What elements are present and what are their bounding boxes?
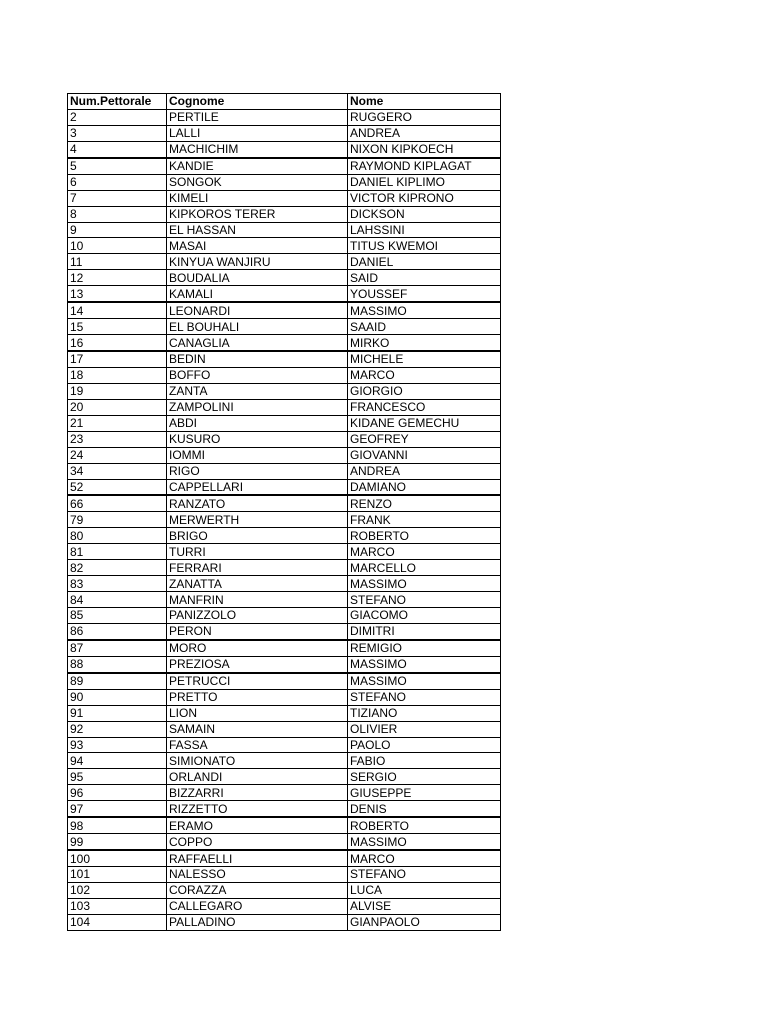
- cell-bib-number: 82: [68, 560, 167, 576]
- table-row: [68, 238, 501, 254]
- cell-bib-number: 88: [68, 656, 167, 672]
- cell-surname: FASSA: [167, 737, 348, 753]
- cell-surname: SAMAIN: [167, 721, 348, 737]
- cell-first-name: MARCO: [348, 850, 501, 866]
- cell-surname: MASAI: [167, 238, 348, 254]
- table-row: [68, 544, 501, 560]
- cell-bib-number: 2: [68, 109, 167, 125]
- cell-surname: CAPPELLARI: [167, 479, 348, 495]
- table-row: [68, 286, 501, 302]
- cell-bib-number: 17: [68, 351, 167, 367]
- cell-first-name: GIORGIO: [348, 383, 501, 399]
- table-row: [68, 222, 501, 238]
- table-row: [68, 673, 501, 689]
- cell-surname: KUSURO: [167, 431, 348, 447]
- cell-surname: ZAMPOLINI: [167, 399, 348, 415]
- cell-bib-number: 100: [68, 850, 167, 866]
- cell-first-name: MASSIMO: [348, 673, 501, 689]
- cell-first-name: TIZIANO: [348, 705, 501, 721]
- cell-surname: BRIGO: [167, 528, 348, 544]
- cell-surname: MERWERTH: [167, 512, 348, 528]
- cell-bib-number: 14: [68, 302, 167, 318]
- cell-surname: ERAMO: [167, 817, 348, 833]
- table-row: [68, 270, 501, 286]
- table-row: [68, 769, 501, 785]
- cell-first-name: MICHELE: [348, 351, 501, 367]
- cell-bib-number: 15: [68, 319, 167, 335]
- table-row: [68, 737, 501, 753]
- cell-first-name: RAYMOND KIPLAGAT: [348, 158, 501, 174]
- cell-surname: SONGOK: [167, 174, 348, 190]
- table-row: [68, 834, 501, 850]
- table-row: [68, 640, 501, 656]
- cell-first-name: DANIEL KIPLIMO: [348, 174, 501, 190]
- cell-surname: FERRARI: [167, 560, 348, 576]
- cell-bib-number: 4: [68, 141, 167, 157]
- cell-first-name: RENZO: [348, 495, 501, 511]
- cell-first-name: NIXON KIPKOECH: [348, 141, 501, 157]
- cell-bib-number: 34: [68, 463, 167, 479]
- cell-bib-number: 52: [68, 479, 167, 495]
- cell-surname: MACHICHIM: [167, 141, 348, 157]
- table-row: [68, 415, 501, 431]
- table-header-row: [68, 94, 501, 110]
- table-row: [68, 319, 501, 335]
- cell-surname: COPPO: [167, 834, 348, 850]
- table-row: [68, 399, 501, 415]
- cell-first-name: GIUSEPPE: [348, 785, 501, 801]
- cell-first-name: ROBERTO: [348, 817, 501, 833]
- table-row: [68, 560, 501, 576]
- cell-surname: LION: [167, 705, 348, 721]
- cell-bib-number: 89: [68, 673, 167, 689]
- cell-surname: LALLI: [167, 125, 348, 141]
- table-row: [68, 190, 501, 206]
- cell-first-name: TITUS KWEMOI: [348, 238, 501, 254]
- table-row: [68, 367, 501, 383]
- cell-first-name: DAMIANO: [348, 479, 501, 495]
- table-row: [68, 447, 501, 463]
- cell-first-name: GEOFREY: [348, 431, 501, 447]
- cell-bib-number: 20: [68, 399, 167, 415]
- cell-bib-number: 11: [68, 254, 167, 270]
- table-row: [68, 254, 501, 270]
- cell-surname: ZANATTA: [167, 576, 348, 592]
- cell-surname: BEDIN: [167, 351, 348, 367]
- cell-bib-number: 66: [68, 495, 167, 511]
- cell-bib-number: 103: [68, 898, 167, 914]
- cell-bib-number: 24: [68, 447, 167, 463]
- cell-surname: KIMELI: [167, 190, 348, 206]
- table-row: [68, 850, 501, 866]
- header-first-name: Nome: [348, 94, 501, 110]
- table-row: [68, 512, 501, 528]
- table-row: [68, 495, 501, 511]
- cell-bib-number: 96: [68, 785, 167, 801]
- cell-first-name: LAHSSINI: [348, 222, 501, 238]
- cell-bib-number: 102: [68, 882, 167, 898]
- cell-surname: EL HASSAN: [167, 222, 348, 238]
- cell-surname: EL BOUHALI: [167, 319, 348, 335]
- cell-first-name: STEFANO: [348, 689, 501, 705]
- cell-bib-number: 87: [68, 640, 167, 656]
- table-row: [68, 817, 501, 833]
- table-row: [68, 608, 501, 624]
- cell-surname: MANFRIN: [167, 592, 348, 608]
- cell-first-name: GIANPAOLO: [348, 914, 501, 930]
- table-row: [68, 479, 501, 495]
- table-row: [68, 125, 501, 141]
- cell-bib-number: 86: [68, 623, 167, 639]
- cell-surname: PETRUCCI: [167, 673, 348, 689]
- cell-surname: KIPKOROS TERER: [167, 206, 348, 222]
- cell-surname: ORLANDI: [167, 769, 348, 785]
- table-row: [68, 623, 501, 639]
- cell-surname: RIZZETTO: [167, 801, 348, 817]
- table-row: [68, 867, 501, 883]
- cell-first-name: YOUSSEF: [348, 286, 501, 302]
- cell-bib-number: 98: [68, 817, 167, 833]
- cell-first-name: OLIVIER: [348, 721, 501, 737]
- cell-bib-number: 7: [68, 190, 167, 206]
- table-row: [68, 206, 501, 222]
- cell-bib-number: 84: [68, 592, 167, 608]
- cell-bib-number: 101: [68, 867, 167, 883]
- cell-first-name: FRANK: [348, 512, 501, 528]
- cell-surname: TURRI: [167, 544, 348, 560]
- cell-surname: SIMIONATO: [167, 753, 348, 769]
- table-row: [68, 785, 501, 801]
- cell-first-name: DIMITRI: [348, 623, 501, 639]
- cell-surname: RAFFAELLI: [167, 850, 348, 866]
- cell-bib-number: 19: [68, 383, 167, 399]
- table-row: [68, 463, 501, 479]
- cell-bib-number: 97: [68, 801, 167, 817]
- cell-surname: KINYUA WANJIRU: [167, 254, 348, 270]
- cell-bib-number: 23: [68, 431, 167, 447]
- cell-first-name: MASSIMO: [348, 302, 501, 318]
- cell-bib-number: 8: [68, 206, 167, 222]
- cell-bib-number: 5: [68, 158, 167, 174]
- table-row: [68, 576, 501, 592]
- cell-bib-number: 90: [68, 689, 167, 705]
- table-row: [68, 705, 501, 721]
- cell-surname: ABDI: [167, 415, 348, 431]
- cell-bib-number: 85: [68, 608, 167, 624]
- cell-first-name: ROBERTO: [348, 528, 501, 544]
- cell-first-name: DANIEL: [348, 254, 501, 270]
- table-row: [68, 689, 501, 705]
- table-row: [68, 335, 501, 351]
- cell-bib-number: 93: [68, 737, 167, 753]
- table-row: [68, 753, 501, 769]
- cell-bib-number: 92: [68, 721, 167, 737]
- table-row: [68, 898, 501, 914]
- cell-first-name: SERGIO: [348, 769, 501, 785]
- table-row: [68, 351, 501, 367]
- cell-first-name: DICKSON: [348, 206, 501, 222]
- table-row: [68, 174, 501, 190]
- cell-bib-number: 21: [68, 415, 167, 431]
- cell-surname: RIGO: [167, 463, 348, 479]
- cell-first-name: STEFANO: [348, 867, 501, 883]
- cell-surname: PERTILE: [167, 109, 348, 125]
- cell-surname: IOMMI: [167, 447, 348, 463]
- cell-first-name: MASSIMO: [348, 656, 501, 672]
- table-body: [68, 109, 501, 930]
- table-row: [68, 914, 501, 930]
- table-row: [68, 109, 501, 125]
- table-row: [68, 383, 501, 399]
- table-row: [68, 656, 501, 672]
- cell-first-name: GIACOMO: [348, 608, 501, 624]
- table-row: [68, 141, 501, 157]
- table-row: [68, 431, 501, 447]
- cell-first-name: RUGGERO: [348, 109, 501, 125]
- cell-surname: KAMALI: [167, 286, 348, 302]
- cell-first-name: LUCA: [348, 882, 501, 898]
- cell-first-name: FRANCESCO: [348, 399, 501, 415]
- cell-first-name: STEFANO: [348, 592, 501, 608]
- cell-surname: CALLEGARO: [167, 898, 348, 914]
- header-surname: Cognome: [167, 94, 348, 110]
- cell-surname: NALESSO: [167, 867, 348, 883]
- cell-first-name: MARCO: [348, 367, 501, 383]
- table-row: [68, 158, 501, 174]
- cell-first-name: KIDANE GEMECHU: [348, 415, 501, 431]
- cell-bib-number: 104: [68, 914, 167, 930]
- table-row: [68, 592, 501, 608]
- cell-first-name: ALVISE: [348, 898, 501, 914]
- cell-surname: PANIZZOLO: [167, 608, 348, 624]
- cell-surname: PALLADINO: [167, 914, 348, 930]
- cell-bib-number: 95: [68, 769, 167, 785]
- cell-first-name: MASSIMO: [348, 576, 501, 592]
- cell-first-name: MARCO: [348, 544, 501, 560]
- cell-surname: RANZATO: [167, 495, 348, 511]
- cell-first-name: GIOVANNI: [348, 447, 501, 463]
- table-row: [68, 528, 501, 544]
- cell-surname: PRETTO: [167, 689, 348, 705]
- cell-surname: PREZIOSA: [167, 656, 348, 672]
- cell-bib-number: 3: [68, 125, 167, 141]
- cell-first-name: MASSIMO: [348, 834, 501, 850]
- cell-bib-number: 12: [68, 270, 167, 286]
- cell-first-name: SAAID: [348, 319, 501, 335]
- cell-first-name: FABIO: [348, 753, 501, 769]
- cell-surname: PERON: [167, 623, 348, 639]
- cell-first-name: ANDREA: [348, 463, 501, 479]
- cell-first-name: VICTOR KIPRONO: [348, 190, 501, 206]
- cell-bib-number: 10: [68, 238, 167, 254]
- table-row: [68, 882, 501, 898]
- cell-bib-number: 9: [68, 222, 167, 238]
- cell-surname: MORO: [167, 640, 348, 656]
- cell-bib-number: 6: [68, 174, 167, 190]
- cell-surname: ZANTA: [167, 383, 348, 399]
- cell-surname: BOUDALIA: [167, 270, 348, 286]
- cell-surname: CANAGLIA: [167, 335, 348, 351]
- cell-first-name: MARCELLO: [348, 560, 501, 576]
- cell-bib-number: 79: [68, 512, 167, 528]
- cell-surname: KANDIE: [167, 158, 348, 174]
- cell-bib-number: 91: [68, 705, 167, 721]
- table-row: [68, 302, 501, 318]
- cell-first-name: SAID: [348, 270, 501, 286]
- cell-surname: LEONARDI: [167, 302, 348, 318]
- cell-bib-number: 18: [68, 367, 167, 383]
- cell-first-name: PAOLO: [348, 737, 501, 753]
- cell-bib-number: 16: [68, 335, 167, 351]
- cell-bib-number: 80: [68, 528, 167, 544]
- cell-first-name: REMIGIO: [348, 640, 501, 656]
- cell-first-name: MIRKO: [348, 335, 501, 351]
- table-row: [68, 721, 501, 737]
- cell-bib-number: 13: [68, 286, 167, 302]
- cell-bib-number: 94: [68, 753, 167, 769]
- cell-surname: BOFFO: [167, 367, 348, 383]
- cell-surname: CORAZZA: [167, 882, 348, 898]
- bib-number-table-container: [67, 93, 501, 931]
- cell-bib-number: 83: [68, 576, 167, 592]
- cell-bib-number: 99: [68, 834, 167, 850]
- header-bib-number: Num.Pettorale: [68, 94, 167, 110]
- cell-first-name: ANDREA: [348, 125, 501, 141]
- table-row: [68, 801, 501, 817]
- cell-surname: BIZZARRI: [167, 785, 348, 801]
- cell-bib-number: 81: [68, 544, 167, 560]
- bib-number-table: [67, 93, 501, 931]
- cell-first-name: DENIS: [348, 801, 501, 817]
